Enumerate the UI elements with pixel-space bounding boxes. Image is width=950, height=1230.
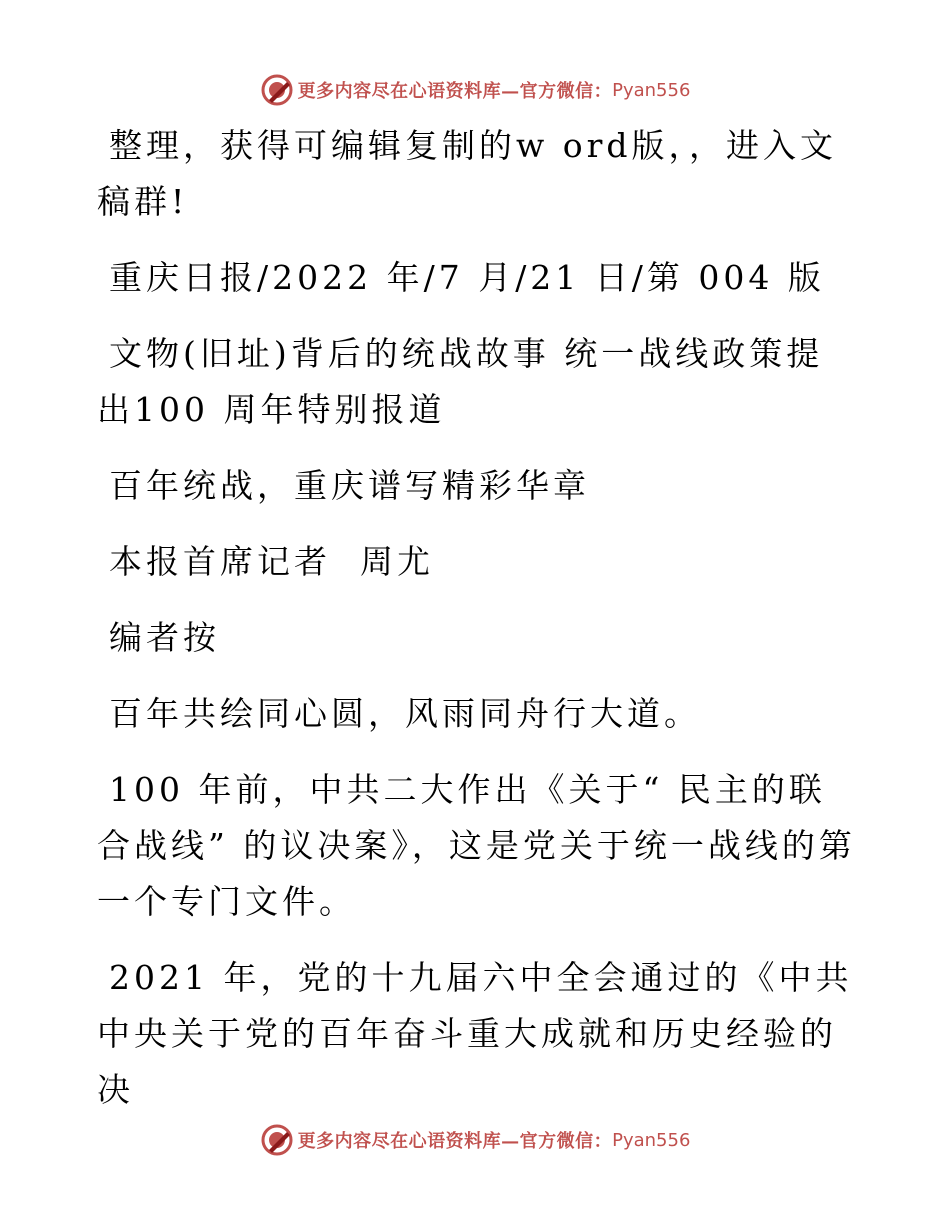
paragraph: 百年共绘同心圆，风雨同舟行大道。 — [109, 694, 701, 733]
paragraph: 整理，获得可编辑复制的w ord版，，进入文稿群! — [97, 126, 838, 221]
editor-note-heading: 编者按 — [109, 618, 220, 657]
header-banner — [0, 70, 950, 110]
article-title: 百年统战，重庆谱写精彩华章 — [109, 466, 590, 505]
paragraph: 重庆日报/2022 年/7 月/21 日/第 004 版 — [109, 258, 825, 297]
paragraph: 100 年前，中共二大作出《关于“ 民主的联合战线” 的议决案》，这是党关于统一战线的第一个专门文件。 — [97, 770, 856, 921]
document-body — [97, 118, 857, 1138]
banner-text: 更多内容尽在心语资料库—官方微信： — [297, 1131, 613, 1152]
byline: 本报首席记者 周尤 — [109, 542, 434, 581]
paragraph: 文物(旧址)背后的统战故事 统一战线政策提出100 周年特别报道 — [97, 334, 824, 429]
pen-logo-icon — [260, 1123, 294, 1157]
banner-wechat: Pyan556 — [612, 1129, 691, 1151]
paragraph: 2021 年，党的十九届六中全会通过的《中共中央关于党的百年奋斗重大成就和历史经验的决 — [97, 958, 853, 1109]
footer-banner — [0, 1120, 950, 1160]
banner-text: 更多内容尽在心语资料库—官方微信： — [297, 81, 613, 102]
pen-logo-icon — [260, 73, 294, 107]
banner-wechat: Pyan556 — [612, 79, 691, 101]
